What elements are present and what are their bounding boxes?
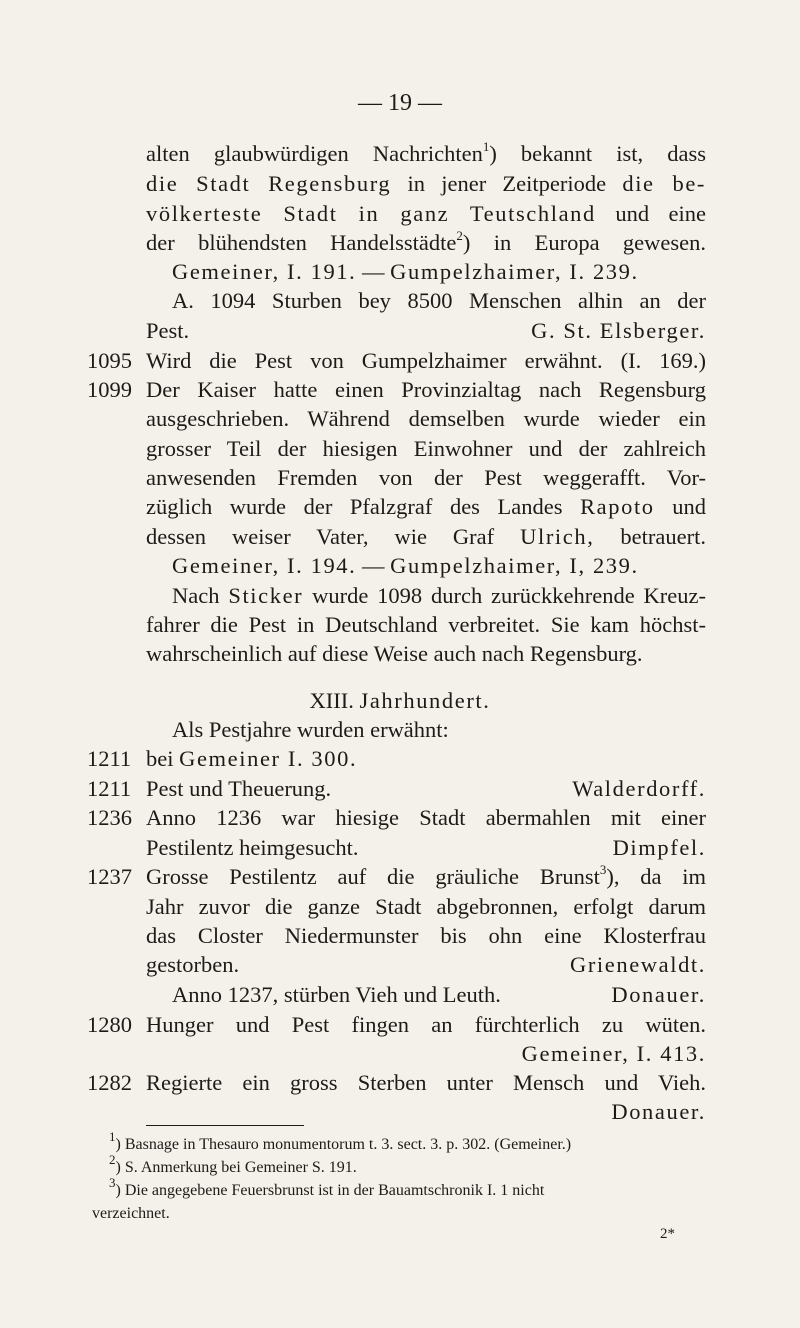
year-label: 1280: [87, 1012, 132, 1037]
text-line: wahrscheinlich auf diese Weise auch nach Regensburg.: [146, 641, 643, 666]
footnote: $^3$) Die angegebene Feuersbrunst ist in der Bauamtschronik I. 1 nicht: [109, 1174, 545, 1199]
text-line: völkerteste Stadt in ganz Teutschland und eine: [146, 201, 707, 226]
page-number: — 19 —: [358, 90, 442, 116]
text-line: Anno 1237, stürben Vieh und Leuth. Donauer.: [172, 982, 706, 1007]
text-line: Jahr zuvor die ganze Stadt abgebronnen, erfolgt darum: [146, 894, 706, 919]
text-line: A. 1094 Sturben bey 8500 Menschen alhin an der: [172, 288, 706, 313]
footnote-rule: [146, 1125, 304, 1126]
text-line: grosser Teil der hiesigen Einwohner und der zahlreich: [146, 436, 706, 461]
signature-mark: 2*: [660, 1226, 675, 1242]
year-label: 1095: [87, 348, 132, 373]
citation-line: Gemeiner, I. 191. — Gumpelzhaimer, I. 239.: [172, 259, 639, 284]
year-label: 1236: [87, 805, 132, 830]
text-line: Als Pestjahre wurden erwähnt:: [172, 717, 449, 742]
text-line: dessen weiser Vater, wie Graf Ulrich, betrauert.: [146, 524, 706, 549]
text-line: anwesenden Fremden von der Pest weggerafft. Vor-: [146, 465, 706, 490]
text-line: ausgeschrieben. Während demselben wurde wieder ein: [146, 406, 706, 431]
text-line: fahrer die Pest in Deutschland verbreitet. Sie kam höchst-: [146, 612, 706, 637]
document-page: — 19 — alten glaubwürdigen Nachrichten$^1$) bekannt ist, dass die Stadt Regensburg in jener Zeitperiode die be- völkerteste Stadt in ganz Teutschland und eine der blühendsten Handelsstädte$^2$) in Europa gewesen. Gemeiner, I. 191. — Gumpelzhaimer, I. 239. A. 1094 Sturben bey 8500 Menschen alhin an der Pest. G. St. Elsberger. 1095 Wird die Pest von Gumpelzhaimer erwähnt. (I. 169.) 1099 Der Kaiser hatte einen Provinzialtag nach Regensburg ausgeschrieben. Während demselben wurde wieder ein grosser Teil der hiesigen Einwohner und der zahlreich anwesenden Fremden von der Pest weggerafft. Vor- züglich wurde der Pfalzgraf des Landes Rapoto und dessen weiser Vater, wie Graf Ulrich, betrauert. Gemeiner, I. 194. — Gumpelzhaimer, I, 239. Nach Sticker wurde 1098 durch zurückkehrende Kreuz- fahrer die Pest in Deutschland verbreitet. Sie kam höchst- wahrscheinlich auf diese Weise auch nach Regensburg. XIII. Jahrhundert. Als Pestjahre wurden erwähnt: 1211 bei Gemeiner I. 300. 1211 Pest und Theuerung. Walderdorff. 1236 Anno 1236 war hiesige Stadt abermahlen mit einer Pestilentz heimgesucht. Dimpfel. 1237 Grosse Pestilentz auf die gräuliche Brunst$^3$), da im Jahr zuvor die ganze Stadt abgebronnen, erfolgt darum das Closter Niedermunster bis ohn eine Klosterfrau gestorben. Grienewaldt. Anno 1237, stürben Vieh und Leuth. Donauer. 1280 Hunger und Pest fingen an fürchterlich zu wüten. Gemeiner, I. 413. 1282 Regierte ein gross Sterben unter Mensch und Vieh. Donauer. $^1$) Basnage in Thesauro monumentorum t. 3. sect. 3. p. 302. (Gemeiner.) $^2$) S. Anmerkung bei Gemeiner S. 191. $^3$) Die angegebene Feuersbrunst ist in der Bauamtschronik I. 1 nicht verzeichnet. 2*: [0, 0, 800, 1328]
text-line: Grosse Pestilentz auf die gräuliche Brunst$^3$), da im: [146, 861, 707, 889]
section-heading: XIII. Jahrhundert.: [309, 688, 491, 713]
year-label: 1211: [87, 776, 132, 801]
text-line: Wird die Pest von Gumpelzhaimer erwähnt. (I. 169.): [146, 348, 706, 373]
text-line: die Stadt Regensburg in jener Zeitperiode die be-: [146, 171, 707, 196]
text-line: Anno 1236 war hiesige Stadt abermahlen mit einer: [146, 805, 706, 830]
year-label: 1282: [87, 1070, 132, 1095]
text-line: Der Kaiser hatte einen Provinzialtag nach Regensburg: [146, 377, 706, 402]
text-line: Pest. G. St. Elsberger.: [146, 318, 706, 343]
text-line: Hunger und Pest fingen an fürchterlich zu wüten.: [146, 1012, 706, 1037]
text-line: das Closter Niedermunster bis ohn eine Klosterfrau: [146, 923, 706, 948]
footnote: verzeichnet.: [92, 1205, 170, 1222]
citation-line: Gemeiner, I. 194. — Gumpelzhaimer, I, 239.: [172, 553, 639, 578]
footnote: $^1$) Basnage in Thesauro monumentorum t. 3. sect. 3. p. 302. (Gemeiner.): [109, 1128, 572, 1153]
text-line: züglich wurde der Pfalzgraf des Landes Rapoto und: [146, 494, 706, 519]
year-label: 1237: [87, 864, 132, 889]
text-line: Pest und Theuerung. Walderdorff.: [146, 776, 706, 801]
year-label: 1211: [87, 746, 132, 771]
text-line: bei Gemeiner I. 300.: [146, 746, 358, 771]
footnote: $^2$) S. Anmerkung bei Gemeiner S. 191.: [109, 1151, 357, 1176]
year-label: 1099: [87, 377, 132, 402]
text-line: Nach Sticker wurde 1098 durch zurückkehrende Kreuz-: [172, 583, 707, 608]
text-line: alten glaubwürdigen Nachrichten$^1$) bekannt ist, dass: [146, 138, 706, 166]
text-line: Pestilentz heimgesucht. Dimpfel.: [146, 835, 706, 860]
text-line: gestorben. Grienewaldt.: [146, 952, 706, 977]
text-line: der blühendsten Handelsstädte$^2$) in Europa gewesen.: [146, 227, 707, 255]
text-line: Regierte ein gross Sterben unter Mensch und Vieh.: [146, 1070, 706, 1095]
